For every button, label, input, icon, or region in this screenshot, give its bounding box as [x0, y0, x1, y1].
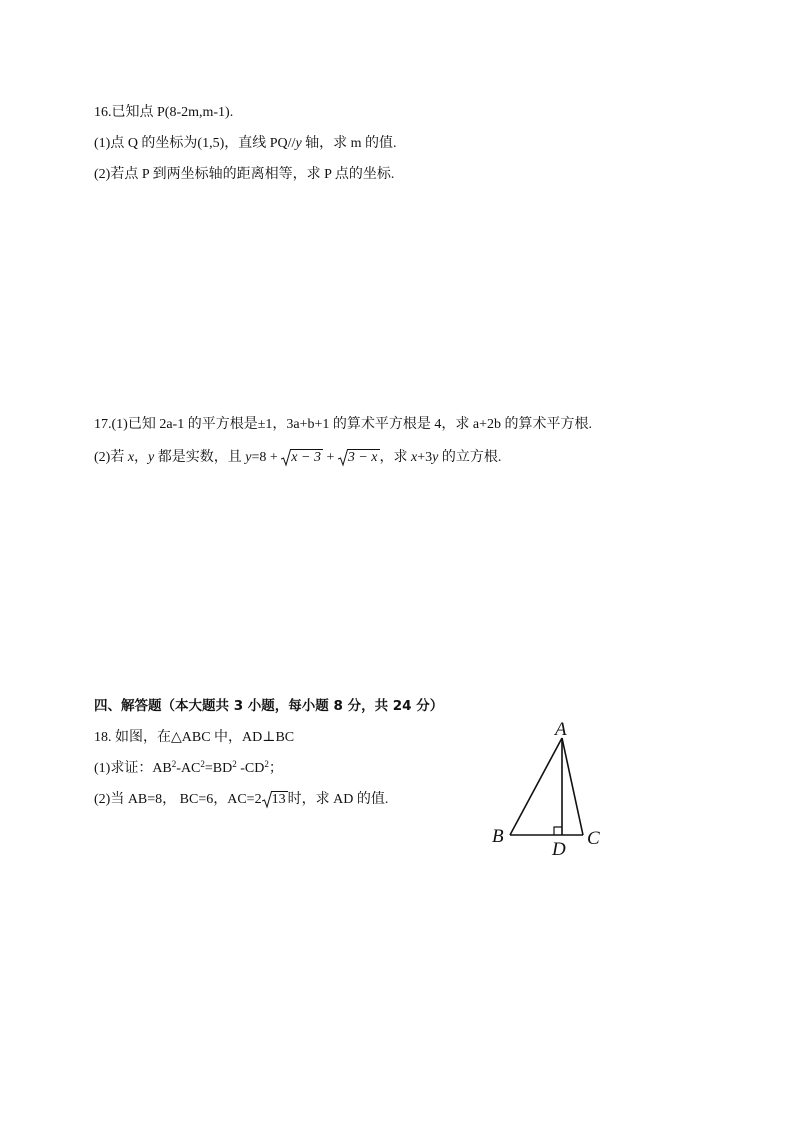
label-d: D: [552, 839, 566, 860]
triangle-figure: [486, 718, 614, 860]
q16-stem: 16.已知点 P(8-2m,m-1).: [94, 105, 234, 120]
q18-part1: (1)求证：$AB^2-AC^2=BD^2$ $-CD^2$；: [94, 759, 283, 776]
label-c: C: [587, 828, 600, 849]
side-ac: [562, 738, 583, 835]
section-heading: 四、解答题（本大题共 3 小题，每小题 8 分，共 24 分）: [94, 698, 444, 714]
q16-part2: (2)若点 P 到两坐标轴的距离相等，求 P 点的坐标.: [94, 167, 395, 182]
side-ab: [510, 738, 562, 835]
q18-stem: 18. 如图，在△ABC 中，AD⊥BC: [94, 730, 295, 745]
sqrt-x-minus-3: x − 3: [281, 449, 323, 467]
q18-part2: (2)当 AB=8， BC=6，AC=2 13 时，求 AD 的值.: [94, 792, 389, 807]
sqrt-3-minus-x: 3 − x: [338, 449, 380, 467]
q17-part2: (2)若 x，y 都是实数，且 y=8 + x − 3 + 3 − x ，求 x+3y 的立方根.: [94, 450, 502, 465]
q17-part1: 17.(1)已知 2a-1 的平方根是±1，3a+b+1 的算术平方根是 4，求 a+2b 的算术平方根.: [94, 417, 592, 432]
sqrt-13: 13: [262, 791, 288, 809]
label-b: B: [492, 826, 504, 847]
label-a: A: [555, 719, 567, 740]
q16-part1: (1)点 Q 的坐标为(1,5)，直线 PQ//y 轴，求 m 的值.: [94, 136, 397, 151]
right-angle-mark: [554, 827, 562, 835]
